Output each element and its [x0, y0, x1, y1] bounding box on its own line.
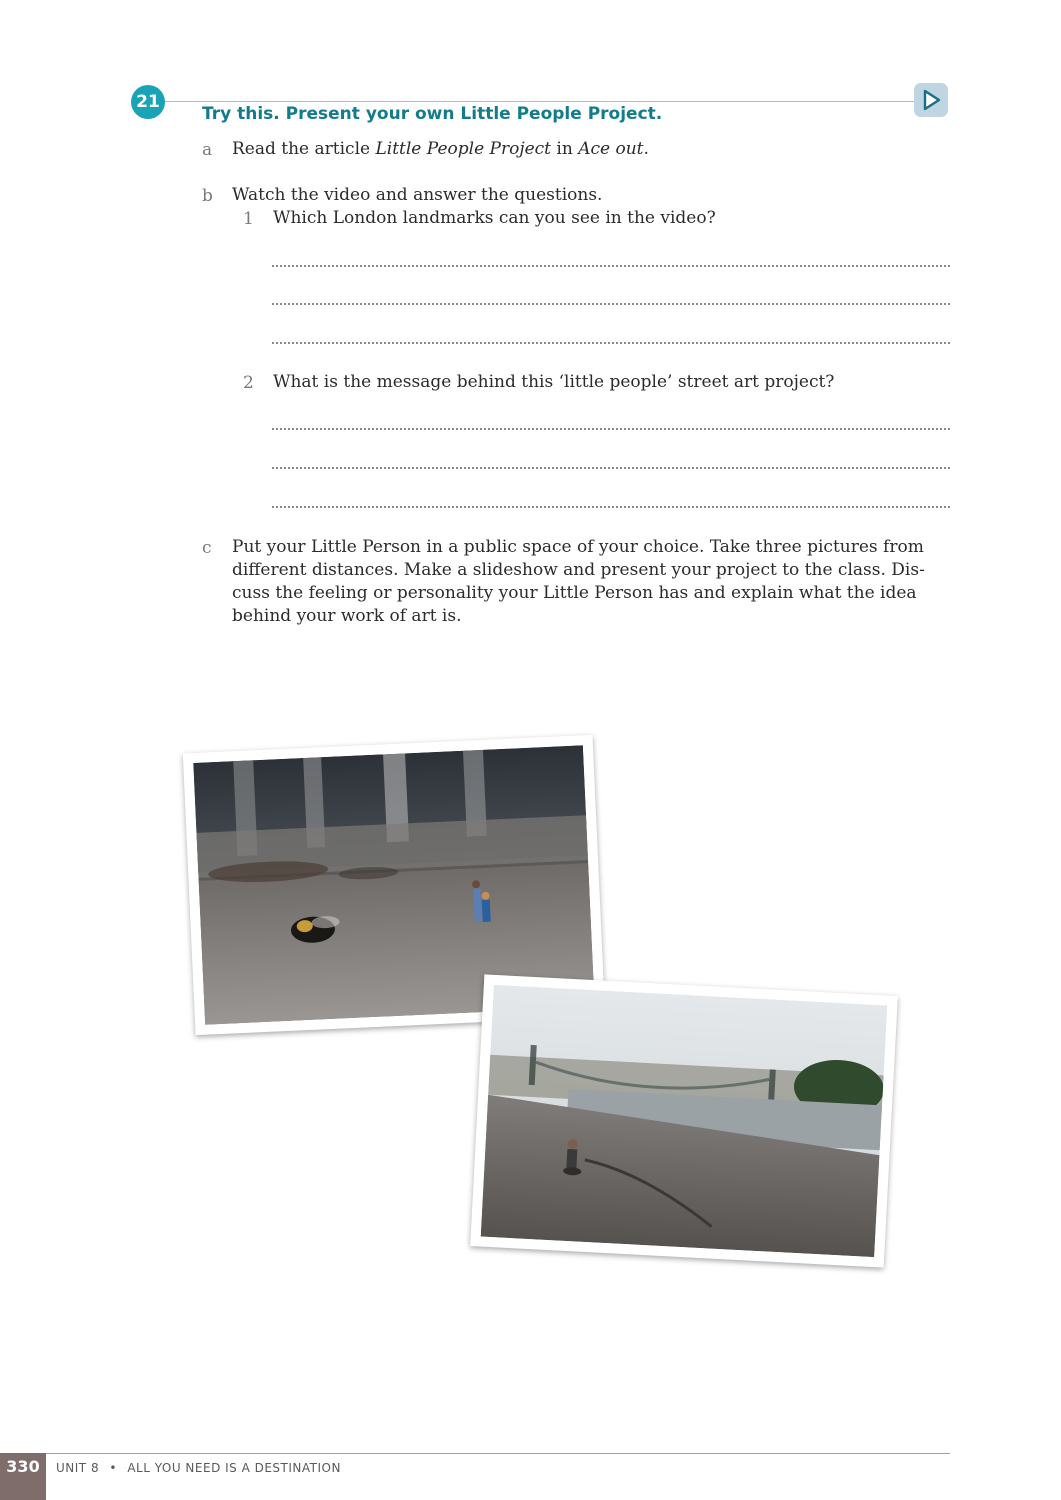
- answer-line-2-1[interactable]: [272, 428, 950, 430]
- exercise-title: Try this. Present your own Little People Project.: [202, 104, 663, 124]
- answer-line-1-1[interactable]: [272, 265, 950, 267]
- play-icon: [919, 88, 943, 112]
- question-1-text: Which London landmarks can you see in the video?: [273, 208, 716, 228]
- question-2-text: What is the message behind this ‘little people’ street art project?: [273, 372, 835, 392]
- item-c-line: Put your Little Person in a public space of your choice. Take three pictures from: [232, 537, 924, 557]
- book-section: Ace out: [578, 139, 644, 159]
- item-c-line: cuss the feeling or personality your Little Person has and explain what the idea: [232, 583, 917, 603]
- item-a-letter: a: [202, 140, 213, 160]
- answer-line-2-2[interactable]: [272, 467, 950, 469]
- page-number: 330: [0, 1453, 46, 1500]
- question-1-number: 1: [243, 209, 254, 229]
- exercise-number-badge: 21: [131, 85, 165, 119]
- item-a-text-middle: in: [551, 139, 579, 159]
- article-title: Little People Project: [375, 139, 552, 159]
- item-c-letter: c: [202, 538, 212, 558]
- footer-separator: •: [109, 1461, 117, 1475]
- footer-running-head: [56, 1461, 341, 1475]
- answer-line-2-3[interactable]: [272, 506, 950, 508]
- footer-unit-title: ALL YOU NEED IS A DESTINATION: [127, 1461, 341, 1475]
- item-c-line: different distances. Make a slideshow and present your project to the class. Dis-: [232, 560, 925, 580]
- item-a-text: [232, 138, 649, 161]
- answer-line-1-2[interactable]: [272, 303, 950, 305]
- item-c-line: behind your work of art is.: [232, 606, 462, 626]
- item-c-text: [232, 536, 942, 628]
- footer-unit: UNIT 8: [56, 1461, 100, 1475]
- question-2-number: 2: [243, 373, 254, 393]
- item-b-letter: b: [202, 186, 213, 206]
- photo-river-little-person: [470, 974, 898, 1267]
- item-a-text-after: .: [643, 139, 649, 159]
- item-b-text: Watch the video and answer the questions.: [232, 185, 603, 205]
- video-play-button[interactable]: [914, 83, 948, 117]
- item-a-text-before: Read the article: [232, 139, 376, 159]
- answer-line-1-3[interactable]: [272, 342, 950, 344]
- photo-river-image: [481, 985, 888, 1257]
- footer-rule: [46, 1453, 950, 1454]
- header-rule: [160, 101, 916, 102]
